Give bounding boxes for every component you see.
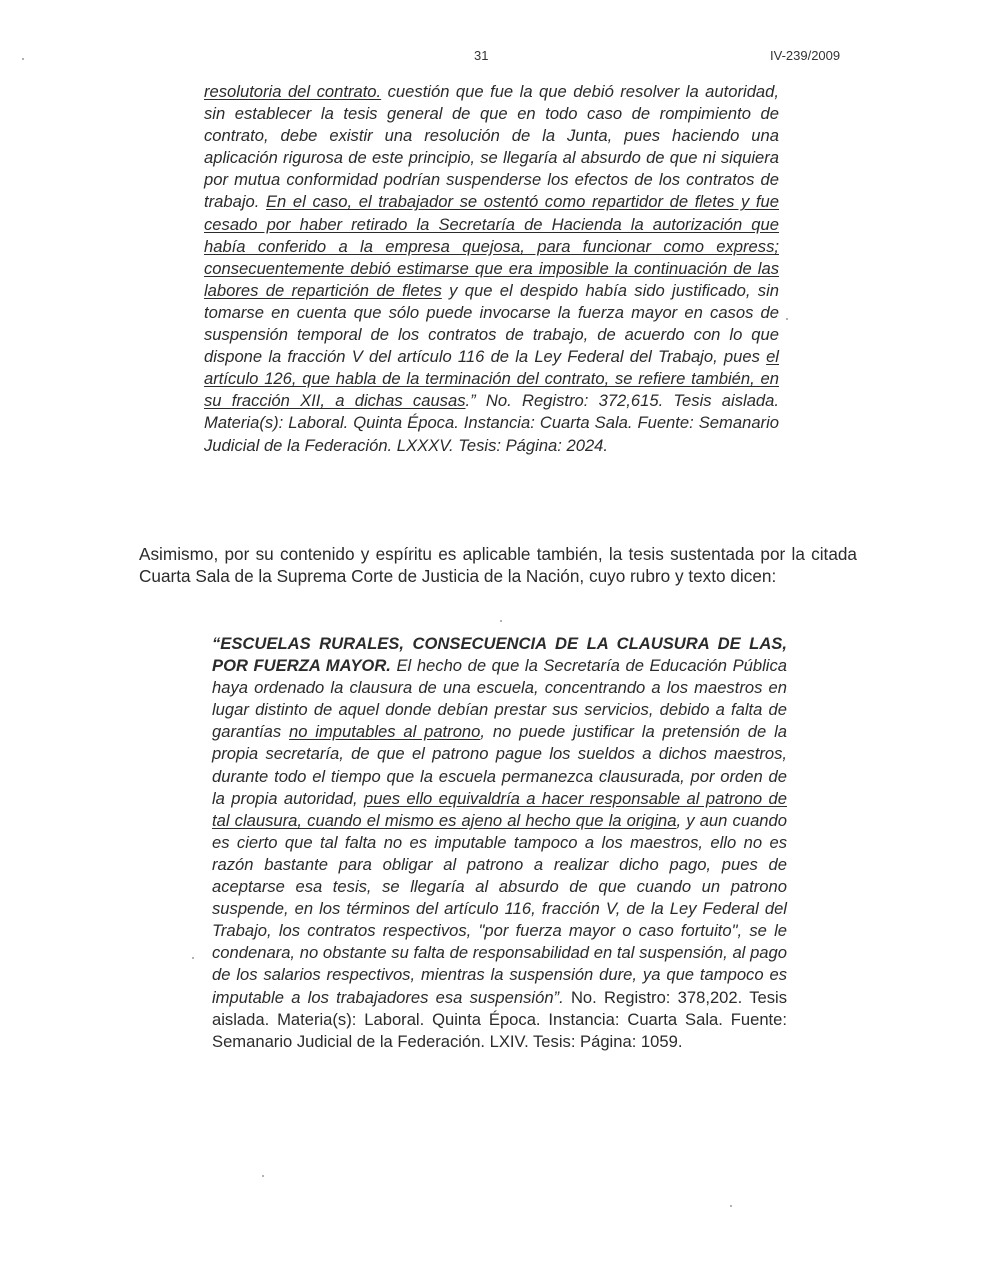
underlined-text: el artículo 126, que habla de la terminación del contrato, se refiere también, en su fracción XII, a dichas causas: [204, 347, 779, 411]
quote-text: El hecho de que la Secretaría de Educación Pública haya ordenado la clausura de una escuela, concentrando a los maestros en lugar distinto de aquel donde debían prestar sus servicios, debido a falta de garantías: [212, 656, 787, 742]
block-quote-2: [212, 633, 787, 1053]
underlined-text: no imputables al patrono: [289, 722, 481, 742]
scan-speck: [22, 58, 24, 60]
quote-text: cuestión que fue la que debió resolver la autoridad, sin establecer la tesis general de que en todo caso de rompimiento de contrato, debe existir una resolución de la Junta, pues haciendo una aplicación rigurosa de este principio, se llegaría al absurdo de que ni siquiera por mutua conformidad podrían suspenderse los efectos de los contratos de trabajo.: [204, 82, 779, 212]
thesis-title: “ESCUELAS RURALES, CONSECUENCIA DE LA CLAUSURA DE LAS, POR FUERZA MAYOR.: [212, 634, 787, 676]
case-number: IV-239/2009: [770, 48, 841, 63]
scan-speck: [786, 318, 788, 320]
scan-speck: [262, 1175, 264, 1177]
scan-speck: [192, 957, 194, 959]
scan-speck: [500, 620, 502, 622]
body-paragraph: Asimismo, por su contenido y espíritu es aplicable también, la tesis sustentada por la citada Cuarta Sala de la Suprema Corte de Justicia de la Nación, cuyo rubro y texto dicen:: [139, 544, 857, 587]
underlined-text: En el caso, el trabajador se ostentó como repartidor de fletes y fue cesado por haber retirado la Secretaría de Hacienda la autorización que había conferido a la empresa quejosa, para funcionar como express; consecuentemente debió estimarse que era imposible la continuación de las labores de repartición de fletes: [204, 192, 779, 300]
quote-citation: No. Registro: 378,202. Tesis aislada. Materia(s): Laboral. Quinta Época. Instancia: Cuarta Sala. Fuente: Semanario Judicial de la Federación. LXIV. Tesis: Página: 1059.: [212, 987, 787, 1051]
block-quote-1: [204, 81, 779, 457]
quote-text: y que el despido había sido justificado, sin tomarse en cuenta que sólo puede invocarse la fuerza mayor en casos de suspensión temporal de los contratos de trabajo, de acuerdo con lo que dispone la fracción V del artículo 116 de la Ley Federal del Trabajo, pues: [204, 280, 779, 367]
scan-speck: [730, 1205, 732, 1207]
underlined-text: resolutoria del contrato.: [204, 82, 382, 101]
underlined-text: pues ello equivaldría a hacer responsable al patrono de tal clausura, cuando el mismo es ajeno al hecho que la origina: [212, 788, 788, 830]
quote-citation: .” No. Registro: 372,615. Tesis aislada. Materia(s): Laboral. Quinta Época. Instancia: Cuarta Sala. Fuente: Semanario Judicial de la Federación. LXXXV. Tesis: Página: 2024.: [204, 391, 779, 455]
quote-text: , no puede justificar la pretensión de la propia secretaría, de que el patrono pague los sueldos a dichos maestros, durante todo el tiempo que la escuela permanezca clausurada, por orden de la propia autoridad,: [212, 722, 788, 808]
quote-text: , y aun cuando es cierto que tal falta no es imputable tampoco a los maestros, ello no es razón bastante para obligar al patrono a realizar dicho pago, pues de aceptarse esa tesis, se llegaría al absurdo de que cuando un patrono suspende, en los términos del artículo 116, fracción V, de la Ley Federal del Trabajo, los contratos respectivos, "por fuerza mayor o caso fortuito", se le condenara, no obstante su falta de responsabilidad en tal suspensión, al pago de los salarios respectivos, mientras la suspensión dure, ya que tampoco es imputable a los trabajadores esa suspensión”.: [212, 810, 787, 1007]
page-number: 31: [474, 48, 489, 63]
